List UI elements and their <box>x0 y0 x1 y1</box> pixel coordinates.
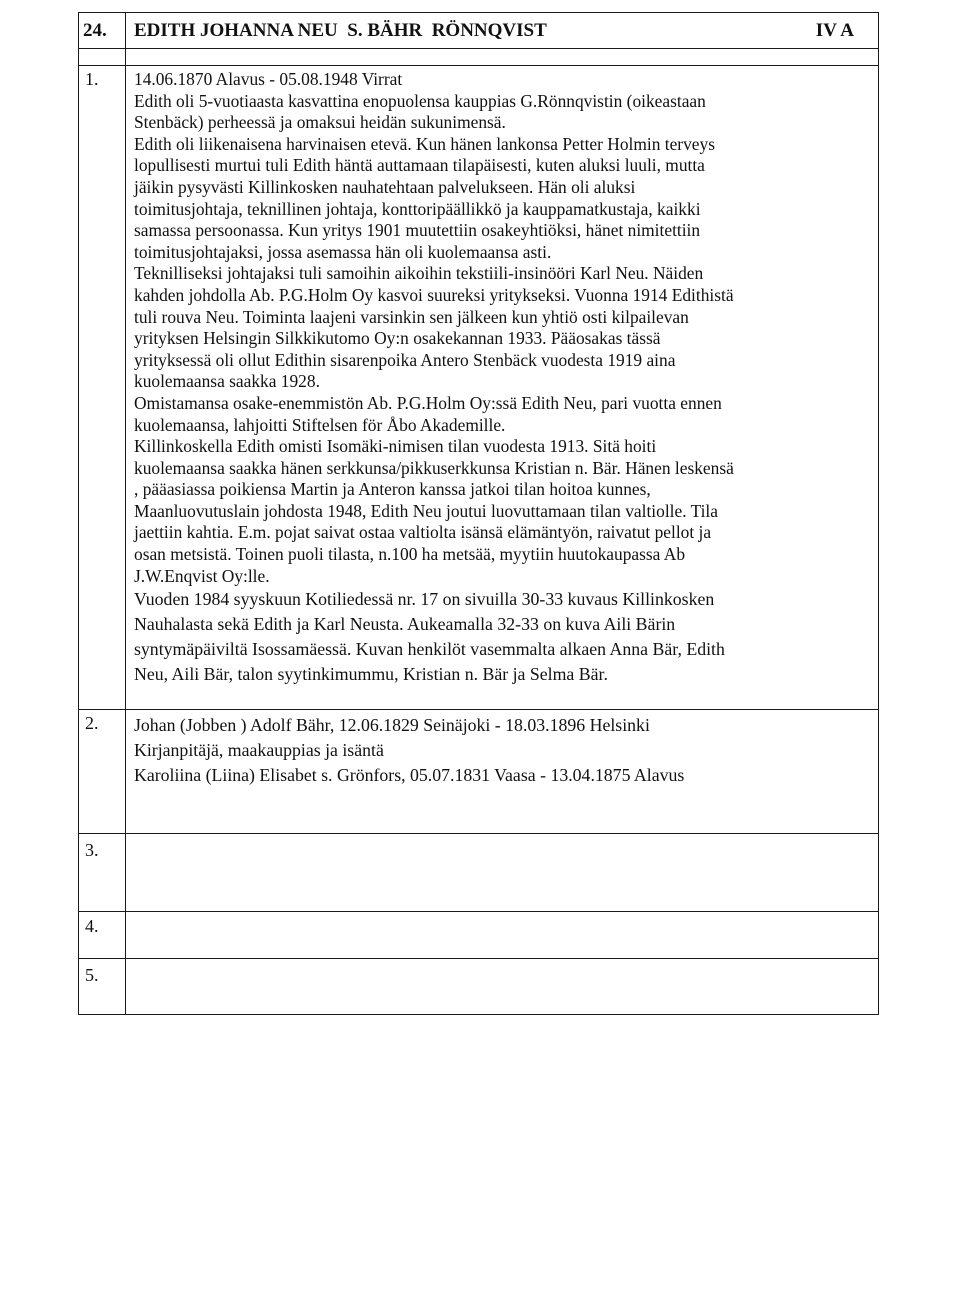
text-line: Teknilliseksi johtajaksi tuli samoihin aikoihin tekstiili-insinööri Karl Neu. Näiden <box>134 263 704 284</box>
text-line: lopullisesti murtui tuli Edith häntä auttamaan tilapäisesti, kuten aluksi luuli, mutta <box>134 155 705 176</box>
section-2-text <box>134 713 872 788</box>
text-line: Karoliina (Liina) Elisabet s. Grönfors, 05.07.1831 Vaasa - 13.04.1875 Alavus <box>134 765 685 785</box>
person-name: EDITH JOHANNA NEU S. BÄHR RÖNNQVIST <box>134 19 547 41</box>
text-line: toimitusjohtajaksi, jossa asemassa hän oli kuolemaansa asti. <box>134 241 552 262</box>
row-divider <box>79 48 878 49</box>
text-line: jaettiin kahtia. E.m. pojat saivat ostaa valtiolta isänsä elämäntyön, raivatut pellot ja <box>134 522 712 543</box>
text-line: kuolemaansa saakka hänen serkkunsa/pikkuserkkunsa Kristian n. Bär. Hänen leskensä <box>134 457 734 478</box>
section-number: 2. <box>85 713 99 733</box>
section-1-note <box>134 587 872 687</box>
text-line: Edith oli 5-vuotiaasta kasvattina enopuolensa kauppias G.Rönnqvistin (oikeastaan <box>134 90 706 111</box>
text-line: Stenbäck) perheessä ja omaksui heidän sukunimensä. <box>134 112 506 133</box>
text-line: tuli rouva Neu. Toiminta laajeni varsinkin sen jälkeen kun yhtiö osti kilpailevan <box>134 306 689 327</box>
row-divider <box>79 833 878 834</box>
text-line: Killinkoskella Edith omisti Isomäki-nimisen tilan vuodesta 1913. Sitä hoiti <box>134 436 657 457</box>
text-line: kuolemaansa saakka 1928. <box>134 371 320 392</box>
section-number: 1. <box>85 69 99 89</box>
section-number: 5. <box>85 965 99 985</box>
text-line: syntymäpäiviltä Isossamäessä. Kuvan henkilöt vasemmalta alkaen Anna Bär, Edith <box>134 639 725 659</box>
row-divider <box>79 911 878 912</box>
text-line: samassa persoonassa. Kun yritys 1901 muutettiin osakeyhtiöksi, hänet nimitettiin <box>134 220 701 241</box>
text-line: Neu, Aili Bär, talon syytinkimummu, Kristian n. Bär ja Selma Bär. <box>134 664 608 684</box>
text-line: Omistamansa osake-enemmistön Ab. P.G.Holm Oy:ssä Edith Neu, pari vuotta ennen <box>134 392 722 413</box>
text-line: kahden johdolla Ab. P.G.Holm Oy kasvoi suureksi yritykseksi. Vuonna 1914 Edithistä <box>134 284 734 305</box>
entry-number: 24. <box>83 19 107 41</box>
row-divider <box>79 709 878 710</box>
text-line: osan metsistä. Toinen puoli tilasta, n.100 ha metsää, myytiin huutokaupassa Ab <box>134 544 686 565</box>
section-1-text <box>134 69 872 587</box>
text-line: yrityksen Helsingin Silkkikutomo Oy:n osakekannan 1933. Pääosakas tässä <box>134 328 661 349</box>
text-line: yrityksessä oli ollut Edithin sisarenpoika Antero Stenbäck vuodesta 1919 aina <box>134 349 676 370</box>
section-number: 3. <box>85 840 99 860</box>
text-line: , pääasiassa poikiensa Martin ja Anteron kanssa jatkoi tilan hoitoa kunnes, <box>134 479 651 500</box>
text-line: Edith oli liikenaisena harvinaisen etevä. Kun hänen lankonsa Petter Holmin terveys <box>134 133 715 154</box>
section-number: 4. <box>85 916 99 936</box>
text-line: J.W.Enqvist Oy:lle. <box>134 565 270 586</box>
generation-code: IV A <box>815 19 854 41</box>
text-line: Kirjanpitäjä, maakauppias ja isäntä <box>134 740 384 760</box>
genealogy-table <box>78 12 879 1015</box>
row-divider <box>79 65 878 66</box>
text-line: Johan (Jobben ) Adolf Bähr, 12.06.1829 Seinäjoki - 18.03.1896 Helsinki <box>134 715 650 735</box>
text-line: Nauhalasta sekä Edith ja Karl Neusta. Aukeamalla 32-33 on kuva Aili Bärin <box>134 614 676 634</box>
row-divider <box>79 958 878 959</box>
text-line: toimitusjohtaja, teknillinen johtaja, konttoripäällikkö ja kauppamatkustaja, kaikki <box>134 198 701 219</box>
text-line: Maanluovutuslain johdosta 1948, Edith Neu joutui luovuttamaan tilan valtiolle. Tila <box>134 500 718 521</box>
text-line: kuolemaansa, lahjoitti Stiftelsen för Åbo Akademille. <box>134 414 506 435</box>
column-divider <box>125 13 126 1014</box>
text-line: Vuoden 1984 syyskuun Kotiliedessä nr. 17 on sivuilla 30-33 kuvaus Killinkosken <box>134 589 715 609</box>
text-line: jäikin pysyvästi Killinkosken nauhatehtaan palvelukseen. Hän oli aluksi <box>134 176 636 197</box>
text-line: 14.06.1870 Alavus - 05.08.1948 Virrat <box>134 69 403 89</box>
